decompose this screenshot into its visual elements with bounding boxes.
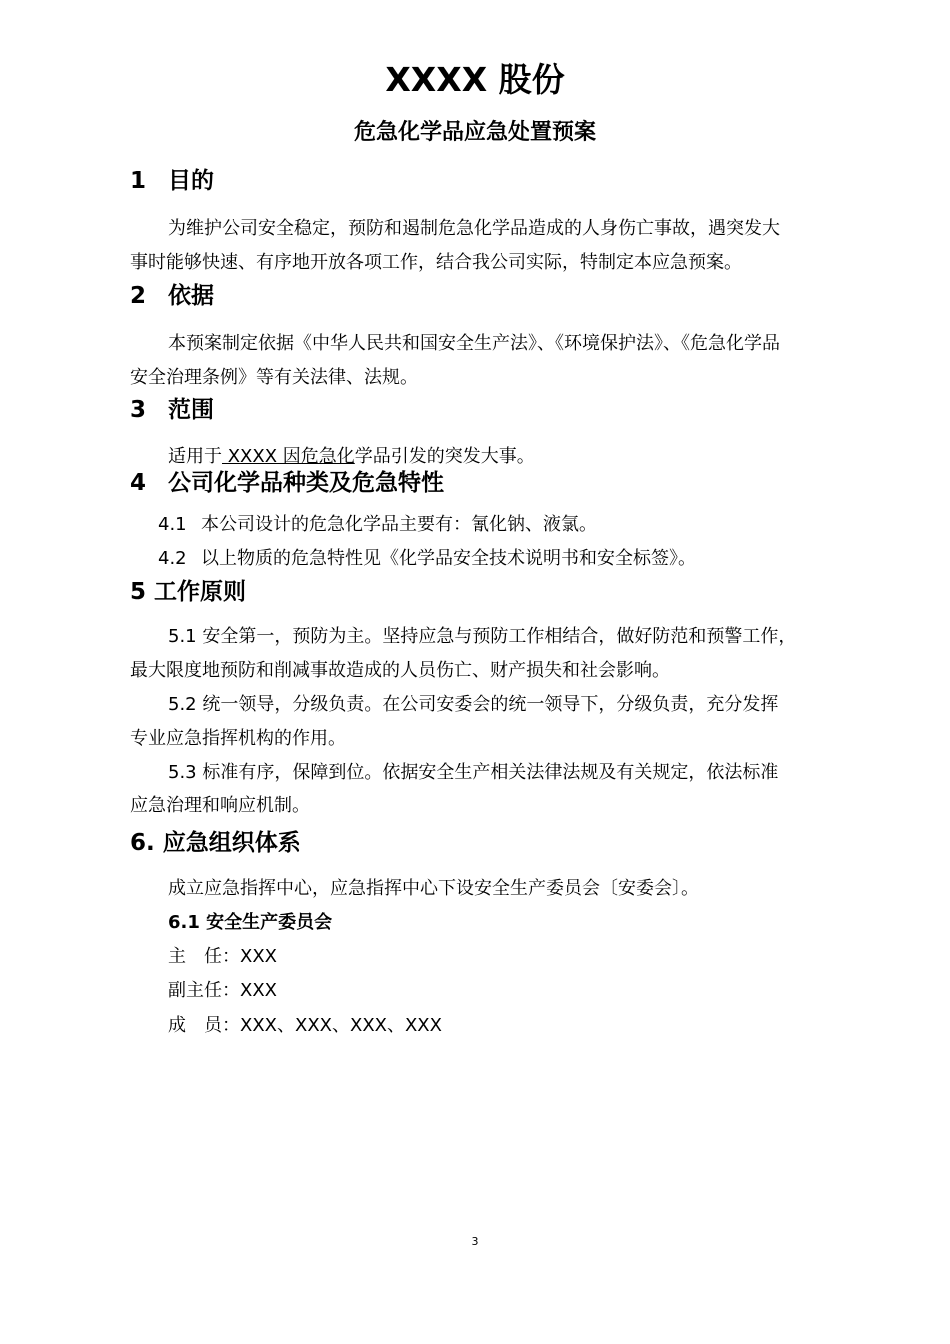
section-3-title: 范围 (168, 397, 215, 423)
section-3-body-underlined: XXXX 因危急化 (222, 446, 355, 467)
section-5-para-2-line-1: 5.2 统一领导，分级负责。在公司安委会的统一领导下，分级负责，充分发挥 (168, 694, 779, 715)
section-3-body-suffix: 学品引发的突发大事。 (354, 446, 535, 467)
section-5-para-1-line-1: 5.1 安全第一，预防为主。坚持应急与预防工作相结合，做好防范和预警工作， (168, 626, 797, 647)
section-1-body-line-1: 为维护公司安全稳定，预防和遏制危急化学品造成的人身伤亡事故，遇突发大 (168, 218, 780, 239)
section-2-body-line-1: 本预案制定依据《中华人民共和国安全生产法》、《环境保护法》、《危急化学品 (168, 333, 780, 354)
section-6-intro: 成立应急指挥中心，应急指挥中心下设安全生产委员会〔安委会〕。 (168, 878, 699, 899)
section-4-number: 4 (130, 470, 147, 496)
section-5-heading: 5 工作原则 (130, 579, 247, 605)
section-1-title: 目的 (168, 168, 215, 194)
document-subtitle: 危急化学品应急处置预案 (353, 120, 596, 145)
section-4-item-2 (158, 542, 696, 576)
page-number: 3 (471, 1235, 479, 1248)
section-4-title: 公司化学品种类及危急特性 (168, 470, 445, 496)
section-6-1-title: 6.1 安全生产委员会 (168, 912, 333, 933)
section-2-heading (130, 280, 214, 312)
section-4-item-1 (158, 508, 597, 542)
document-title: XXXX 股份 (385, 60, 565, 99)
section-4-item-2-text: 以上物质的危急特性见《化学品安全技术说明书和安全标签》。 (201, 548, 696, 569)
section-1-heading (130, 165, 214, 197)
section-2-number: 2 (130, 283, 147, 309)
section-5-para-3-line-1: 5.3 标准有序，保障到位。依据安全生产相关法律法规及有关规定，依法标准 (168, 762, 779, 783)
section-3-number: 3 (130, 397, 147, 423)
section-4-heading (130, 467, 444, 499)
section-5-para-2-line-2: 专业应急指挥机构的作用。 (130, 728, 346, 749)
section-3-heading (130, 394, 214, 426)
section-5-para-1-line-2: 最大限度地预防和削减事故造成的人员伤亡、财产损失和社会影响。 (130, 660, 670, 681)
role-deputy-director: 副主任：XXX (168, 980, 277, 1001)
section-1-body-line-2: 事时能够快速、有序地开放各项工作，结合我公司实际，特制定本应急预案。 (130, 252, 742, 273)
section-2-title: 依据 (168, 283, 215, 309)
section-3-body-prefix: 适用于 (168, 446, 222, 467)
section-4-item-2-number: 4.2 (158, 548, 187, 569)
section-1-number: 1 (130, 168, 147, 194)
section-6-heading: 6. 应急组织体系 (130, 830, 301, 856)
role-director: 主 任：XXX (168, 946, 277, 967)
section-5-para-3-line-2: 应急治理和响应机制。 (130, 795, 310, 816)
section-4-item-1-number: 4.1 (158, 514, 187, 535)
role-members: 成 员：XXX、XXX、XXX、XXX (168, 1015, 442, 1036)
section-4-item-1-text: 本公司设计的危急化学品主要有：氰化钠、液氯。 (201, 514, 597, 535)
section-2-body-line-2: 安全治理条例》等有关法律、法规。 (130, 367, 418, 388)
